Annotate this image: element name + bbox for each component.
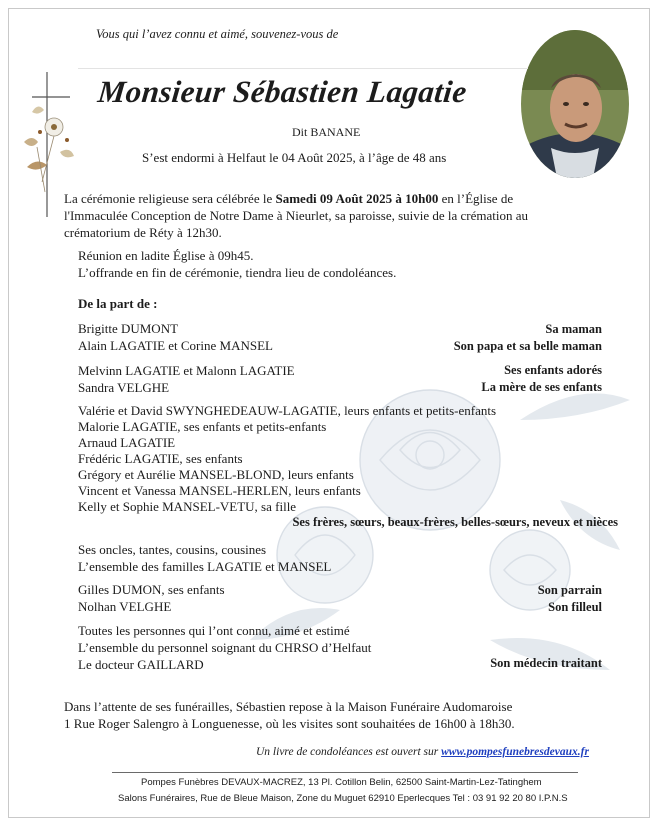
family-name: Kelly et Sophie MANSEL-VETU, sa fille	[78, 499, 297, 514]
ceremony-date: Samedi 09 Août 2025 à 10h00	[275, 191, 439, 206]
meeting-line1: Réunion en ladite Église à 09h45.	[78, 248, 254, 263]
family-name: L’ensemble des familles LAGATIE et MANSEL	[78, 559, 332, 574]
dried-flowers-icon	[24, 106, 74, 192]
family-relations	[538, 582, 602, 616]
meeting-line2: L’offrande en fin de cérémonie, tiendra lieu de condoléances.	[78, 265, 397, 280]
ceremony-line3: crématorium de Réty à 12h30.	[64, 225, 222, 240]
family-name: Frédéric LAGATIE, ses enfants	[78, 451, 243, 466]
family-name: Melvinn LAGATIE et Malonn LAGATIE	[78, 363, 295, 378]
family-name: Le docteur GAILLARD	[78, 657, 204, 672]
nickname: Dit BANANE	[292, 125, 361, 139]
family-name: L’ensemble du personnel soignant du CHRSO d’Helfaut	[78, 640, 372, 655]
ceremony-line2: l'Immaculée Conception de Notre Dame à Nieurlet, sa paroisse, suivie de la crémation au	[64, 208, 529, 223]
portrait-photo	[521, 30, 629, 178]
family-name: Malorie LAGATIE, ses enfants et petits-enfants	[78, 419, 327, 434]
rest-paragraph	[64, 698, 515, 732]
footer-divider	[112, 772, 578, 773]
condolences-note	[256, 746, 589, 758]
footer-line1: Pompes Funèbres DEVAUX-MACREZ, 13 Pl. Cotillon Belin, 62500 Saint-Martin-Lez-Tatinghem	[141, 777, 542, 788]
intro-text: Vous qui l’avez connu et aimé, souvenez-vous de	[96, 27, 339, 41]
rest-line1: Dans l’attente de ses funérailles, Sébastien repose à la Maison Funéraire Audomaroise	[64, 699, 513, 714]
relation-label: Sa maman	[545, 322, 602, 336]
family-group	[78, 362, 295, 396]
family-group	[78, 403, 496, 515]
family-name: Alain LAGATIE et Corine MANSEL	[78, 338, 273, 353]
rest-line2: 1 Rue Roger Salengro à Longuenesse, où les visites sont souhaitées de 16h00 à 18h30.	[64, 716, 515, 731]
relation-label: Son papa et sa belle maman	[453, 339, 602, 353]
meeting-paragraph	[78, 247, 396, 281]
family-name: Toutes les personnes qui l’ont connu, aimé et estimé	[78, 623, 350, 638]
family-heading: De la part de :	[78, 296, 158, 311]
ceremony-line1-a: La cérémonie religieuse sera célébrée le	[64, 191, 276, 206]
family-name: Brigitte DUMONT	[78, 321, 179, 336]
family-name: Grégory et Aurélie MANSEL-BLOND, leurs enfants	[78, 467, 354, 482]
family-name: Arnaud LAGATIE	[78, 435, 176, 450]
family-name: Valérie et David SWYNGHEDEAUW-LAGATIE, leurs enfants et petits-enfants	[78, 403, 497, 418]
family-group	[78, 581, 225, 615]
relation-label: Son médecin traitant	[490, 656, 602, 670]
family-name: Sandra VELGHE	[78, 380, 170, 395]
family-group	[78, 622, 371, 673]
condolences-link[interactable]: www.pompesfunebresdevaux.fr	[441, 746, 589, 758]
death-notice: S’est endormi à Helfaut le 04 Août 2025, à l’âge de 48 ans	[142, 150, 447, 165]
family-name: Vincent et Vanessa MANSEL-HERLEN, leurs enfants	[78, 483, 361, 498]
relation-label: Ses enfants adorés	[504, 363, 602, 377]
relation-label: Son filleul	[548, 600, 602, 614]
family-name: Gilles DUMON, ses enfants	[78, 582, 225, 597]
footer-line2: Salons Funéraires, Rue de Bleue Maison, Zone du Muguet 62910 Eperlecques Tel : 03 91 92 20 80 I.P.N.S	[118, 793, 568, 804]
family-relations	[481, 362, 602, 396]
decorative-divider	[78, 68, 528, 69]
relation-label: Ses frères, sœurs, beaux-frères, belles-sœurs, neveux et nièces	[292, 515, 618, 529]
family-name: Nolhan VELGHE	[78, 599, 172, 614]
family-name: Ses oncles, tantes, cousins, cousines	[78, 542, 267, 557]
condolences-text: Un livre de condoléances est ouvert sur	[256, 746, 442, 758]
ceremony-line1-b: en l’Église de	[438, 191, 514, 206]
deceased-name: Monsieur Sébastien Lagatie	[96, 74, 469, 109]
family-relations	[454, 321, 602, 355]
relation-label: La mère de ses enfants	[481, 380, 602, 394]
family-group	[78, 320, 273, 354]
ceremony-paragraph	[64, 190, 528, 241]
family-group	[78, 541, 331, 575]
relation-label: Son parrain	[537, 583, 602, 597]
